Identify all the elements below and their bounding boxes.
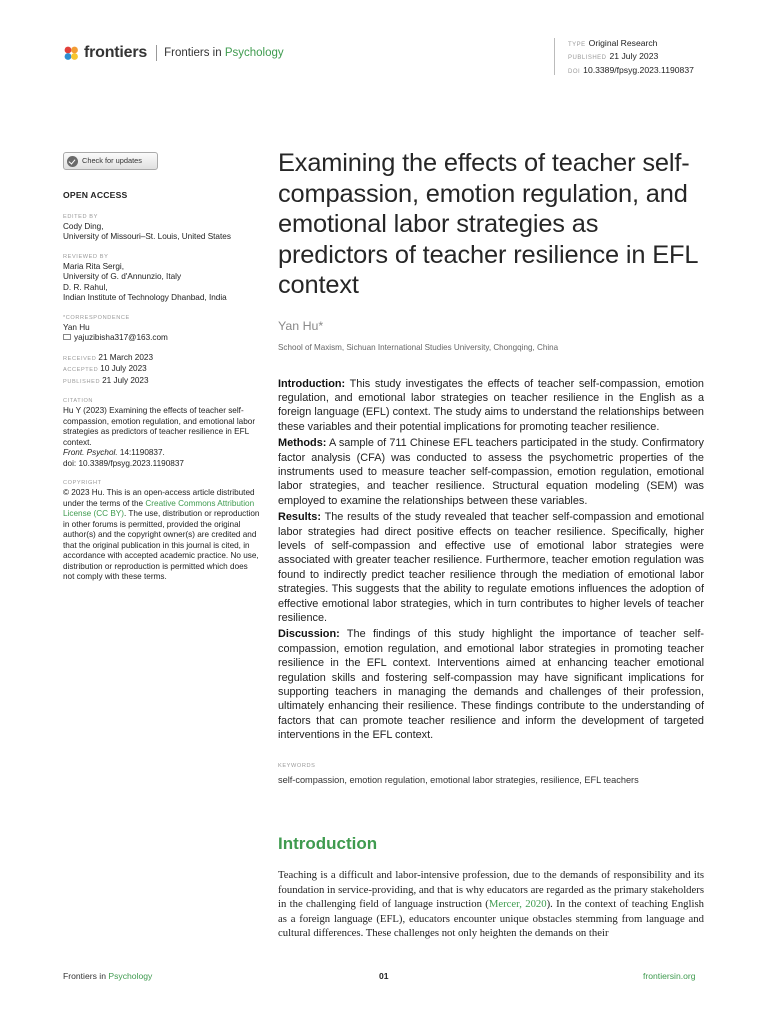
- meta-type: [568, 38, 694, 51]
- correspondence-name: Yan Hu: [63, 322, 90, 332]
- abstract-text: A sample of 711 Chinese EFL teachers participated in the study. Confirmatory factor analysis (CFA) was conducted to assess the psychometric properties of the instruments used to measure teacher self-compassion, emotion regulation, emotional labor strategies, and teacher resilience. Structural equation modeling (SEM) was employed to examine the relationships between these variables.: [278, 437, 704, 507]
- date-key: RECEIVED: [63, 355, 97, 362]
- page-number: 01: [379, 971, 389, 981]
- mail-icon: [63, 334, 71, 340]
- meta-key: DOI: [568, 68, 581, 75]
- abstract-heading: Results:: [278, 511, 321, 524]
- abstract-results: [278, 510, 704, 625]
- meta-key: TYPE: [568, 42, 586, 48]
- edited-by-label: EDITED BY: [63, 213, 98, 220]
- citation-journal: Front. Psychol.: [63, 448, 118, 457]
- copyright-text-end: . The use, distribution or reproduction in other forums is permitted, provided the original author(s) and the copyright owner(s) are credited and that the original publication in this journal is cited, in accordance with accepted academic practice. No use, distribution or reproduction is permitted which does not comply with these terms.: [63, 509, 260, 581]
- abstract-heading: Introduction:: [278, 377, 346, 390]
- frontiers-logo[interactable]: [63, 43, 284, 63]
- intro-text-end: ). In the context of teaching English as a foreign language (EFL), educators encounter unique obstacles stemming from language and cultural differences. These challenges not only heighten the demands on their: [278, 898, 704, 940]
- citation-link[interactable]: Mercer, 2020: [488, 898, 547, 911]
- journal-title: Psychology: [224, 47, 284, 59]
- brand-name: frontiers: [84, 44, 148, 61]
- journal-name[interactable]: [164, 47, 284, 59]
- date-published: [63, 376, 260, 388]
- reviewed-by-label: REVIEWED BY: [63, 253, 109, 260]
- abstract-discussion: [278, 627, 704, 742]
- cc-by-link[interactable]: Creative Commons Attribution License (CC BY): [63, 498, 255, 518]
- check-updates-button[interactable]: [63, 152, 158, 170]
- date-key: ACCEPTED: [63, 367, 99, 373]
- footer-journal-name: Psychology: [108, 971, 153, 981]
- abstract-heading: Discussion:: [278, 628, 340, 641]
- citation-block: [63, 406, 260, 469]
- author-name[interactable]: Yan Hu*: [278, 318, 324, 333]
- citation-label: CITATION: [63, 398, 94, 404]
- citation-volume: 14:1190837.: [119, 448, 165, 457]
- abstract-methods: [278, 436, 704, 508]
- reviewer-affiliation: University of G. d'Annunzio, Italy: [63, 272, 182, 281]
- article-main: [278, 148, 704, 785]
- reviewer-name: D. R. Rahul,: [63, 282, 108, 292]
- footer-journal-prefix: Frontiers in: [63, 971, 106, 981]
- article-title: Examining the effects of teacher self-compassion, emotion regulation, and emotional labor strategies as predictors of teacher resilience in EFL context: [278, 149, 698, 299]
- date-accepted: [63, 364, 260, 376]
- intro-text: Teaching is a difficult and labor-intensive profession, due to the demands of responsibility and its foundation in service-providing, and that is why educators are regarded as the primary stakeholders in the challenging field of language instruction (: [278, 869, 704, 911]
- citation-doi[interactable]: doi: 10.3389/fpsyg.2023.1190837: [63, 458, 184, 468]
- abstract-text: The results of the study revealed that teacher self-compassion and emotional labor strategies had direct positive effects on teacher resilience. Specifically, higher levels of self-compassion and effective use of emotional labor strategies were associated with greater teacher resilience. Furthermore, teacher emotion regulation was found to indirectly predict teacher resilience through the mediation of emotional labor strategies. This suggests that the ability to regulate emotions influences the adoption of effective emotional labor strategies, which in turn contributes to higher levels of teacher resilience.: [278, 511, 704, 624]
- meta-value: Original Research: [588, 38, 658, 48]
- editor-affiliation: University of Missouri–St. Louis, United States: [63, 232, 231, 241]
- doi-link[interactable]: 10.3389/fpsyg.2023.1190837: [583, 64, 694, 75]
- date-value: 21 March 2023: [98, 352, 154, 362]
- correspondence-email[interactable]: yajuzibisha317@163.com: [74, 333, 168, 342]
- meta-doi[interactable]: [568, 65, 694, 78]
- footer-journal[interactable]: [63, 971, 152, 981]
- copyright-label: COPYRIGHT: [63, 480, 102, 486]
- footer-site-link[interactable]: frontiersin.org: [643, 971, 696, 981]
- article-meta: [554, 38, 694, 75]
- abstract-introduction: [278, 377, 704, 435]
- copyright-text: © 2023 Hu. This is an open-access article distributed under the terms of the: [63, 488, 255, 508]
- date-value: 21 July 2023: [102, 375, 149, 385]
- correspondence-label: *CORRESPONDENCE: [63, 314, 130, 321]
- introduction-body: [278, 868, 704, 941]
- date-key: PUBLISHED: [63, 378, 101, 385]
- check-circle-icon: [67, 156, 78, 167]
- correspondence-email-row[interactable]: [63, 333, 260, 344]
- date-value: 10 July 2023: [100, 364, 147, 373]
- copyright-block: [63, 488, 260, 583]
- author-affiliation: School of Maxism, Sichuan International Studies University, Chongqing, China: [278, 342, 559, 352]
- dates-block: [63, 353, 260, 388]
- frontiers-logo-icon: [63, 45, 80, 62]
- editor-name: Cody Ding,: [63, 221, 104, 231]
- abstract-heading: Methods:: [278, 437, 327, 450]
- journal-prefix: Frontiers in: [164, 47, 222, 59]
- check-updates-label: Check for updates: [82, 155, 142, 165]
- logo-divider: [156, 45, 157, 61]
- article-sidebar: [63, 152, 260, 583]
- reviewer-affiliation: Indian Institute of Technology Dhanbad, India: [63, 293, 227, 302]
- abstract-text: This study investigates the effects of teacher self-compassion, emotion regulation, and emotional labor strategies on teacher resilience in the English as a foreign language (EFL) context. The study aims to understand the relationships between these variables and their potential implications for promoting teacher resilience.: [278, 377, 704, 433]
- date-received: [63, 353, 260, 365]
- abstract-text: The findings of this study highlight the importance of teacher self-compassion, emotion regulation, and emotional labor strategies in promoting teacher resilience in the EFL context. Interventions aimed at enhancing teacher emotional regulation skills and fostering self-compassion may have significant implications for supporting teachers in managing the demands and challenges of their profession, ultimately enhancing their resilience. These findings contribute to the understanding of factors that can promote teacher resilience and inform the development of targeted interventions in the EFL context.: [278, 628, 704, 742]
- meta-key: PUBLISHED: [568, 55, 607, 62]
- meta-published: [568, 51, 694, 64]
- abstract: [278, 377, 704, 743]
- reviewer-name: Maria Rita Sergi,: [63, 261, 124, 271]
- meta-value: 21 July 2023: [609, 51, 659, 62]
- keywords-label: KEYWORDS: [278, 762, 316, 769]
- open-access-label: OPEN ACCESS: [63, 190, 128, 200]
- introduction-heading: Introduction: [278, 834, 378, 853]
- keywords: self-compassion, emotion regulation, emotional labor strategies, resilience, EFL teachers: [278, 774, 639, 785]
- citation-text: Hu Y (2023) Examining the effects of teacher self-compassion, emotion regulation, and emotional labor strategies as predictors of teacher resilience in EFL context.: [63, 406, 256, 447]
